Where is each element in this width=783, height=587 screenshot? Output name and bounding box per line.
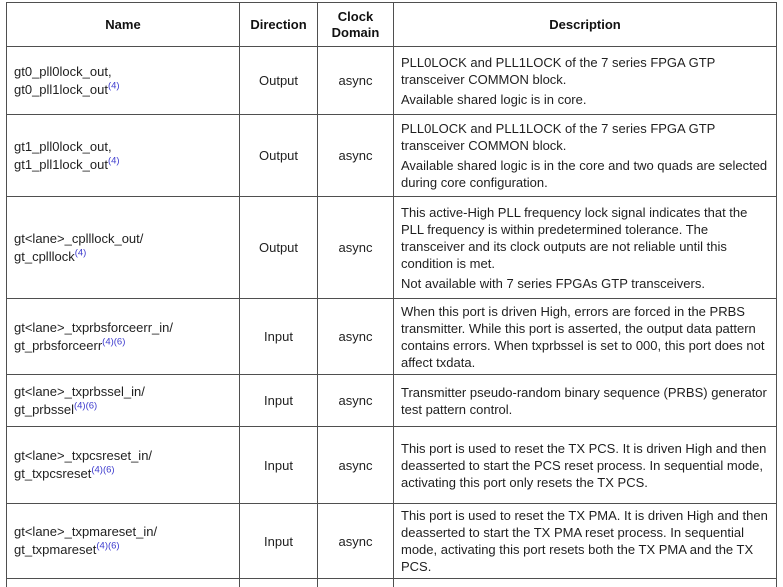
signal-name-line1: gt<lane>_txprbssel_in/: [14, 383, 145, 399]
description-paragraph: This active-High PLL frequency lock signal indicates that the PLL frequency is within predetermined tolerance. The transceiver and its clock outputs are not reliable until this condition is met.: [401, 204, 748, 271]
table-row: [7, 197, 777, 299]
description-cell: [394, 115, 777, 197]
description-paragraph: PLL0LOCK and PLL1LOCK of the 7 series FPGA GTP transceiver COMMON block.: [401, 121, 716, 153]
table-row: [7, 375, 777, 427]
direction-cell: [240, 579, 318, 587]
signal-name-line2: gt1_pll1lock_out: [14, 156, 108, 172]
footnote-ref[interactable]: (4): [74, 247, 87, 259]
clock-domain-cell: async: [318, 427, 394, 504]
signal-name-line1: gt1_pll0lock_out,: [14, 138, 112, 154]
description-cell: [394, 579, 777, 587]
direction-cell: Output: [240, 47, 318, 115]
clock-domain-cell: async: [318, 47, 394, 115]
description-cell: [394, 47, 777, 115]
header-direction: Direction: [240, 3, 318, 47]
description-paragraph: PLL0LOCK and PLL1LOCK of the 7 series FPGA GTP transceiver COMMON block.: [401, 54, 716, 87]
direction-cell: Input: [240, 299, 318, 375]
description-paragraph: This port is used to reset the TX PMA. It is driven High and then deasserted to start the TX PMA reset process. In sequential mode, activating this port resets both the TX PMA and the TX PCS.: [401, 508, 768, 574]
footnote-ref[interactable]: (4): [107, 80, 120, 92]
clock-domain-cell: async: [318, 197, 394, 299]
signal-name-line2: gt0_pll1lock_out: [14, 81, 108, 97]
name-cell: [7, 299, 240, 375]
table-row: [7, 115, 777, 197]
description-cell: [394, 427, 777, 504]
clock-domain-cell: async: [318, 299, 394, 375]
signal-name-line2: gt_cplllock: [14, 248, 75, 264]
name-cell: [7, 47, 240, 115]
signal-name-line1: gt<lane>_txpcsreset_in/: [14, 448, 153, 463]
description-cell: [394, 197, 777, 299]
name-cell: [7, 579, 240, 587]
table-row: [7, 299, 777, 375]
description-paragraph: Transmitter pseudo-random binary sequence (PRBS) generator test pattern control.: [401, 384, 767, 417]
clock-domain-cell: async: [318, 375, 394, 427]
footnote-ref[interactable]: (4)(6): [91, 464, 115, 476]
footnote-ref[interactable]: (4)(6): [96, 540, 120, 552]
signal-name-line2: gt_prbsforceerr: [14, 337, 103, 353]
header-name: Name: [7, 3, 240, 47]
footnote-ref[interactable]: (4)(6): [102, 336, 126, 348]
description-paragraph: When this port is driven High, errors are forced in the PRBS transmitter. While this port is asserted, the output data pattern contains errors. When txprbssel is set to 000, this port does not affect txdata.: [401, 303, 765, 370]
direction-cell: Output: [240, 197, 318, 299]
direction-cell: Input: [240, 375, 318, 427]
clock-domain-cell: async: [318, 115, 394, 197]
table-row: [7, 47, 777, 115]
header-clock-domain: Clock Domain: [318, 3, 394, 47]
description-paragraph: Available shared logic is in core.: [401, 91, 587, 107]
signal-name-line2: gt_txpcsreset: [14, 466, 92, 481]
description-paragraph: Not available with 7 series FPGAs GTP transceivers.: [401, 275, 705, 291]
name-cell: [7, 375, 240, 427]
signal-name-line1: gt<lane>_txpmareset_in/: [14, 524, 158, 539]
table-row: [7, 427, 777, 504]
table-header: [7, 3, 777, 47]
description-cell: [394, 504, 777, 579]
signal-name-line2: gt_prbssel: [14, 401, 74, 417]
table-row-partial: [7, 579, 777, 587]
description-paragraph: This port is used to reset the TX PCS. It is driven High and then deasserted to start the PCS reset process. In sequential mode, activating this port only resets the TX PCS.: [401, 440, 767, 490]
signal-name-line1: gt0_pll0lock_out,: [14, 63, 112, 79]
footnote-ref[interactable]: (4)(6): [73, 400, 98, 412]
clock-domain-cell: async: [318, 504, 394, 579]
description-cell: [394, 375, 777, 427]
clock-domain-cell: [318, 579, 394, 587]
header-description: Description: [394, 3, 777, 47]
signal-port-table: [6, 2, 777, 587]
description-paragraph: Available shared logic is in the core and two quads are selected during core configuration.: [401, 158, 768, 190]
header-row: [7, 3, 777, 47]
signal-table-body: [7, 47, 777, 587]
name-cell: [7, 427, 240, 504]
description-cell: [394, 299, 777, 375]
name-cell: [7, 115, 240, 197]
direction-cell: Input: [240, 504, 318, 579]
name-cell: [7, 504, 240, 579]
signal-name-line1: gt<lane>_txprbsforceerr_in/: [14, 319, 173, 335]
direction-cell: Output: [240, 115, 318, 197]
direction-cell: Input: [240, 427, 318, 504]
signal-name-line1: gt<lane>_cplllock_out/: [14, 230, 144, 246]
footnote-ref[interactable]: (4): [107, 155, 120, 167]
name-cell: [7, 197, 240, 299]
signal-name-line2: gt_txpmareset: [14, 542, 97, 557]
table-row: [7, 504, 777, 579]
